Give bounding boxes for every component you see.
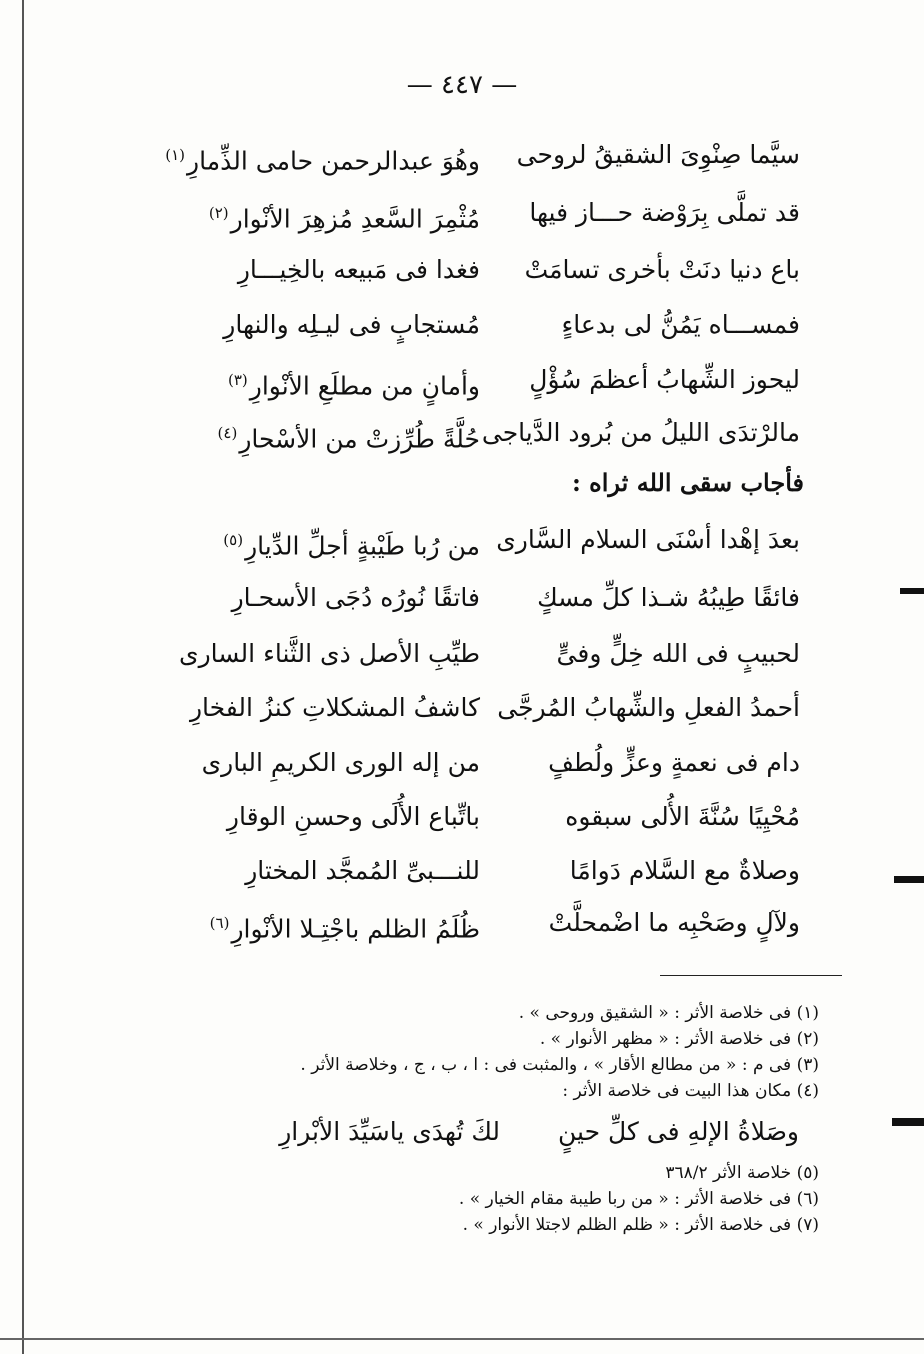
verse-second-text: وأمانٍ من مطلَعِ الأنْوارِ: [249, 371, 480, 401]
footnote-verse-first: وصَلاةُ الإلهِ فى كلِّ حينٍ: [558, 1117, 799, 1146]
verse-second-hemistich: [190, 193, 480, 239]
footnote-mark: (٢): [208, 204, 229, 222]
verse-second-text: من إله الورى الكريمِ البارى: [201, 748, 480, 777]
verse-line: [200, 193, 800, 233]
verse-line: [200, 851, 800, 891]
verse-second-hemistich: [190, 360, 480, 406]
verse-first-hemistich: باع دنيا دنَتْ بأخرى تسامَتْ: [524, 255, 800, 284]
verse-first-hemistich: لحبيبٍ فى الله خِلٍّ وفىٍّ: [556, 639, 800, 668]
verse-line: [179, 634, 800, 674]
footnotes: [199, 1000, 819, 1238]
footnote-mark: (٦): [209, 914, 230, 932]
verse-second-hemistich: [190, 688, 480, 728]
verse-second-hemistich: [190, 305, 480, 345]
verse-second-hemistich: [190, 903, 480, 949]
verse-first-hemistich: دام فى نعمةٍ وعزٍّ ولُطفٍ: [548, 748, 800, 777]
footnote-verse: [199, 1104, 819, 1160]
verse-line: [200, 903, 800, 943]
verse-second-hemistich: [190, 413, 480, 459]
footnote-mark: (٤): [217, 424, 238, 442]
verse-second-text: ظُلَمُ الظلم باجْتِـلا الأنْوارِ: [231, 914, 480, 944]
verse-second-text: حُلَّةً طُرِّزتْ من الأسْحارِ: [239, 424, 480, 454]
verse-line: [200, 578, 800, 618]
footnote: (٤) مكان هذا البيت فى خلاصة الأثر :: [562, 1081, 819, 1101]
verse-line: [200, 360, 800, 400]
scan-mark: [892, 1118, 924, 1126]
verse-line: [200, 520, 800, 560]
verse-first-hemistich: ولآلٍ وصَحْبِه ما اضْمحلَّتْ: [548, 908, 800, 937]
footnote: (٣) فى م : « من مطالع الأقار » ، والمثبت فى : ا ، ب ، ج ، وخلاصة الأثر .: [300, 1055, 819, 1075]
footnote-mark: (٥): [223, 531, 244, 549]
verse-first-hemistich: مالرْتدَى الليلُ من بُرود الدَّياجى: [481, 418, 800, 447]
footnote: (٦) فى خلاصة الأثر : « من ربا طيبة مقام الخيار » .: [458, 1189, 819, 1209]
verse-second-text: كاشفُ المشكلاتِ كنزُ الفخارِ: [189, 693, 480, 722]
footnote-mark: (١): [165, 146, 186, 164]
verse-second-hemistich: [190, 250, 480, 290]
verse-first-hemistich: بعدَ إهْدا أسْنَى السلام السَّارى: [496, 525, 800, 554]
verse-second-text: فغدا فى مَبيعه بالخِيـــارِ: [237, 255, 480, 284]
verse-second-hemistich: [190, 851, 480, 891]
verse-second-hemistich: [190, 520, 480, 566]
scan-mark: [894, 876, 924, 883]
verse-line: [189, 688, 800, 728]
verse-line: [200, 305, 800, 345]
footnote: (٢) فى خلاصة الأثر : « مظهر الأنوار » .: [539, 1029, 819, 1049]
verse-first-hemistich: مُحْيِيًا سُنَّةَ الأُلى سبقوه: [565, 802, 800, 831]
verse-second-text: طيِّبِ الأصل ذى الثَّناء السارى: [179, 639, 480, 668]
scan-edge-left: [22, 0, 24, 1354]
verse-second-text: باتِّباع الأُلَى وحسنِ الوقارِ: [226, 802, 480, 831]
verse-first-hemistich: فائقًا طِيبُهُ شـذا كلِّ مسكٍ: [537, 583, 800, 612]
verse-second-hemistich: [190, 578, 480, 618]
footnote: (١) فى خلاصة الأثر : « الشقيق وروحى » .: [518, 1003, 819, 1023]
verse-first-hemistich: سيَّما صِنْوِىَ الشقيقُ لروحى: [516, 140, 800, 169]
verse-second-hemistich: [165, 135, 480, 181]
scan-edge-bottom: [0, 1338, 924, 1340]
intro-line: فأجاب سقى الله ثراه :: [571, 468, 804, 497]
verse-first-hemistich: ليحوز الشِّهابُ أعظمَ سُؤْلٍ: [529, 365, 800, 394]
footnote: (٥) خلاصة الأثر ٣٦٨/٢: [665, 1163, 819, 1183]
verse-second-hemistich: [190, 797, 480, 837]
verse-first-hemistich: أحمدُ الفعلِ والشِّهابُ المُرجَّى: [497, 693, 800, 722]
verse-first-hemistich: قد تملَّى بِرَوْضة حـــاز فيها: [529, 198, 800, 227]
verse-second-text: وهُوَ عبدالرحمن حامى الذِّمارِ: [187, 146, 480, 176]
footnote-mark: (٣): [227, 371, 248, 389]
verse-line: [165, 135, 800, 176]
verse-line: [200, 250, 800, 290]
page-number: — ٤٤٧ —: [406, 70, 518, 100]
verse-second-hemistich: [179, 634, 480, 674]
verse-second-text: من رُبا طَيْبةٍ أجلِّ الدِّيارِ: [245, 531, 480, 561]
verse-line: [200, 413, 800, 453]
verse-first-hemistich: فمســـاه يَمُنُّ لى بدعاءٍ: [561, 310, 800, 339]
verse-second-text: مُثْمِرَ السَّعدِ مُزهِرَ الأنْوار: [230, 204, 480, 234]
verse-second-text: مُستجابٍ فى ليـلِه والنهارِ: [223, 310, 480, 339]
verse-second-hemistich: [190, 743, 480, 783]
footnote-verse-second: لكَ تُهدَى ياسَيِّدَ الأبْرارِ: [279, 1117, 501, 1146]
verse-first-hemistich: وصلاةٌ مع السَّلام دَوامًا: [569, 856, 800, 885]
verse-second-text: للنـــبىِّ المُمجَّد المختارِ: [245, 856, 480, 885]
verse-line: [200, 797, 800, 837]
footnote: (٧) فى خلاصة الأثر : « ظلم الظلم لاجتلا الأنوار » .: [462, 1215, 819, 1235]
verse-line: [200, 743, 800, 783]
footnote-divider: [660, 975, 842, 976]
verse-second-text: فاتقًا نُورُه دُجَى الأسحـارِ: [231, 583, 480, 612]
scan-mark: [900, 588, 924, 594]
